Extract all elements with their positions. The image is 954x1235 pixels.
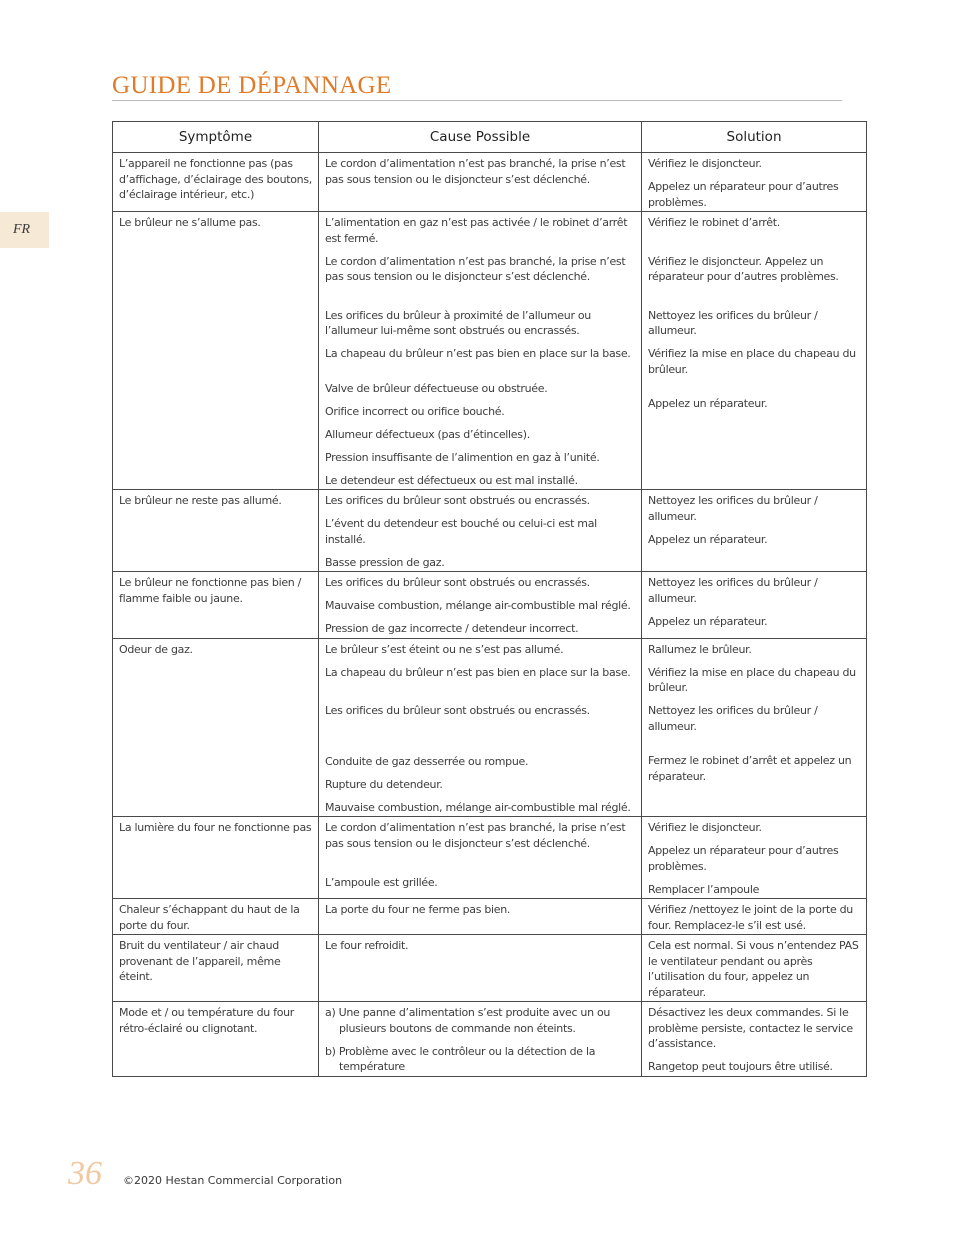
solution-item: Vérifiez /nettoyez le joint de la porte du four. Remplacez-le s’il est usé. [648,903,853,932]
cause-item: Pression de gaz incorrecte / detendeur incorrect. [325,622,579,635]
solution-item: Vérifiez le disjoncteur. Appelez un réparateur pour d’autres problèmes. [648,254,839,283]
cause-cell [319,572,642,639]
table-row [113,1002,867,1077]
copyright-text: ©2020 Hestan Commercial Corporation [123,1174,343,1187]
symptom-cell [113,817,319,899]
symptom-cell [113,899,319,935]
cause-item: Les orifices du brûleur sont obstrués ou encrassés. [325,576,590,589]
cause-cell [319,638,642,817]
cause-item: Pression insuffisante de l’alimention en gaz à l’unité. [325,450,600,464]
cause-item: Orifice incorrect ou orifice bouché. [325,404,505,418]
solution-item: Appelez un réparateur pour d’autres problèmes. [648,180,839,209]
solution-cell [642,1002,867,1077]
cause-item: Les orifices du brûleur sont obstrués ou encrassés. [325,494,590,507]
solution-item: Fermez le robinet d’arrêt et appelez un réparateur. [648,754,852,783]
symptom-text: Chaleur s’échappant du haut de la porte du four. [119,903,300,932]
solution-item: Rangetop peut toujours être utilisé. [648,1060,833,1073]
solution-item: Vérifiez le disjoncteur. [648,157,762,170]
cause-item: Le four refroidit. [325,939,409,952]
solution-item: Appelez un réparateur. [648,532,768,546]
page-title: GUIDE DE DÉPANNAGE [112,72,392,99]
table-row [113,490,867,572]
symptom-cell [113,638,319,817]
symptom-text: Le brûleur ne fonctionne pas bien / flamme faible ou jaune. [119,576,302,605]
cause-cell [319,899,642,935]
symptom-cell [113,153,319,212]
symptom-cell [113,212,319,490]
solution-item: Nettoyez les orifices du brûleur / allumeur. [648,494,818,523]
solution-item: Vérifiez le robinet d’arrêt. [648,216,780,229]
symptom-cell [113,935,319,1002]
symptom-text: Mode et / ou température du four rétro-éclairé ou clignotant. [119,1006,295,1035]
cause-cell [319,935,642,1002]
solution-item: Cela est normal. Si vous n’entendez PAS le ventilateur pendant ou après l’utilisation du four, appelez un réparateur. [648,939,859,999]
symptom-cell [113,490,319,572]
table-row [113,638,867,817]
cause-cell [319,817,642,899]
solution-cell [642,638,867,817]
cause-item: Le detendeur est défectueux ou est mal installé. [325,473,578,487]
cause-item: Les orifices du brûleur sont obstrués ou encrassés. [325,704,590,717]
solution-item: Nettoyez les orifices du brûleur / allumeur. [648,576,818,605]
solution-cell [642,817,867,899]
cause-item: La porte du four ne ferme pas bien. [325,903,511,916]
cause-item: Le cordon d’alimentation n’est pas branché, la prise n’est pas sous tension ou le disjoncteur s’est déclenché. [325,821,626,850]
cause-item: a) Une panne d’alimentation s’est produite avec un ou plusieurs boutons de commande non éteints. [325,1006,611,1035]
solution-item: Remplacer l’ampoule [648,882,760,896]
solution-item: Rallumez le brûleur. [648,642,752,656]
solution-item: Appelez un réparateur. [648,614,768,628]
cause-item: L’alimentation en gaz n’est pas activée / le robinet d’arrêt est fermé. [325,216,628,245]
cause-cell [319,153,642,212]
solution-cell [642,935,867,1002]
table-row [113,153,867,212]
cause-item: Mauvaise combustion, mélange air-combustible mal réglé. [325,800,631,814]
cause-item: La chapeau du brûleur n’est pas bien en place sur la base. [325,347,631,360]
cause-item: Basse pression de gaz. [325,555,445,569]
solution-item: Appelez un réparateur. [648,397,768,410]
cause-item: Le cordon d’alimentation n’est pas branché, la prise n’est pas sous tension ou le disjoncteur s’est déclenché. [325,157,626,186]
table-row [113,817,867,899]
solution-item: Nettoyez les orifices du brûleur / allumeur. [648,704,818,733]
troubleshooting-table [112,121,867,1077]
symptom-text: Bruit du ventilateur / air chaud provenant de l’appareil, même éteint. [119,939,281,983]
cause-cell [319,490,642,572]
language-tab: FR [0,212,49,248]
symptom-text: Le brûleur ne s’allume pas. [119,216,261,229]
solution-item: Vérifiez la mise en place du chapeau du brûleur. [648,347,856,376]
solution-item: Désactivez les deux commandes. Si le problème persiste, contactez le service d’assistance. [648,1006,853,1050]
solution-item: Nettoyez les orifices du brûleur / allumeur. [648,308,818,337]
cause-item: L’évent du detendeur est bouché ou celui-ci est mal installé. [325,517,597,546]
solution-cell [642,899,867,935]
solution-cell [642,490,867,572]
solution-cell [642,212,867,490]
cause-cell [319,212,642,490]
solution-cell [642,572,867,639]
cause-item: Le brûleur s’est éteint ou ne s’est pas allumé. [325,642,564,656]
symptom-text: Le brûleur ne reste pas allumé. [119,494,282,507]
table-row [113,899,867,935]
solution-item: Vérifiez la mise en place du chapeau du brûleur. [648,665,856,694]
cause-item: La chapeau du brûleur n’est pas bien en place sur la base. [325,665,631,679]
cause-item: b) Problème avec le contrôleur ou la détection de la température [325,1044,596,1073]
cause-item: Valve de brûleur défectueuse ou obstruée. [325,381,548,395]
page-number: 36 [68,1155,102,1192]
header-cause: Cause Possible [319,122,642,153]
title-divider [112,100,842,101]
solution-cell [642,153,867,212]
cause-cell [319,1002,642,1077]
solution-item: Appelez un réparateur pour d’autres problèmes. [648,844,839,873]
symptom-text: La lumière du four ne fonctionne pas [119,821,312,834]
cause-item: Les orifices du brûleur à proximité de l’allumeur ou l’allumeur lui-même sont obstrués ou encrassés. [325,308,591,337]
cause-item: Allumeur défectueux (pas d’étincelles). [325,427,530,441]
table-row [113,935,867,1002]
cause-item: Rupture du detendeur. [325,777,443,791]
table-header-row [113,122,867,153]
solution-item: Vérifiez le disjoncteur. [648,821,762,834]
table-row [113,212,867,490]
cause-item: Conduite de gaz desserrée ou rompue. [325,754,529,768]
cause-item: Mauvaise combustion, mélange air-combustible mal réglé. [325,599,631,612]
symptom-cell [113,572,319,639]
cause-item: L’ampoule est grillée. [325,876,438,889]
cause-item: Le cordon d’alimentation n’est pas branché, la prise n’est pas sous tension ou le disjoncteur s’est déclenché. [325,254,626,283]
header-symptom: Symptôme [113,122,319,153]
symptom-cell [113,1002,319,1077]
symptom-text: Odeur de gaz. [119,642,193,656]
header-solution: Solution [642,122,867,153]
symptom-text: L’appareil ne fonctionne pas (pas d’affichage, d’éclairage des boutons, d’éclairage intérieur, etc.) [119,157,312,201]
table-row [113,572,867,639]
